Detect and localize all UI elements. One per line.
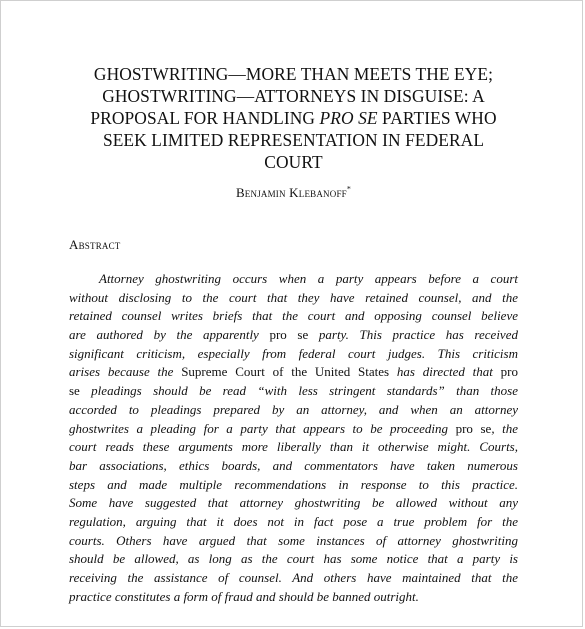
abstract-line: [69, 382, 518, 401]
abstract-line: [69, 550, 518, 569]
title-line-1: GHOSTWRITING—MORE THAN MEETS THE EYE;: [93, 64, 494, 84]
abstract-line: [69, 476, 518, 495]
title-line-3-start: PROPOSAL FOR HANDLING: [90, 108, 320, 128]
abstract-line: [69, 588, 518, 607]
title-line-2: GHOSTWRITING—ATTORNEYS IN DISGUISE: A: [102, 86, 485, 106]
title-line-5: COURT: [264, 152, 323, 172]
abstract-text: Some have suggested that attorney ghostwriting be allowed without any: [69, 495, 518, 511]
article-title: [41, 63, 546, 173]
abstract-text: without disclosing to the court that they have retained counsel, and the: [69, 289, 518, 305]
abstract-line: [69, 457, 518, 476]
abstract-line: [69, 513, 518, 532]
abstract-text: party. This practice has received: [308, 327, 518, 343]
abstract-line: [69, 270, 518, 289]
abstract-text: pleadings should be read “with less stringent standards” than those: [79, 383, 518, 399]
abstract-roman-term: pro se: [269, 327, 309, 343]
abstract-line: [69, 438, 518, 457]
abstract-roman-term: se: [69, 383, 80, 399]
abstract-text: , the: [491, 420, 518, 436]
abstract-text: significant criticism, especially from federal court judges. This criticism: [69, 345, 518, 361]
abstract-line: [69, 569, 518, 588]
title-pro-se: PRO SE: [319, 108, 378, 128]
abstract-line: [69, 532, 518, 551]
abstract-line: [69, 345, 518, 364]
author-byline: [1, 185, 585, 201]
abstract-roman-term: Supreme Court of the United States: [181, 364, 390, 380]
abstract-text: receiving the assistance of counsel. And others have maintained that the: [69, 570, 518, 585]
abstract-line: [69, 401, 518, 420]
abstract-text: retained counsel writes briefs that the court and opposing counsel believe: [69, 308, 518, 324]
abstract-line: [69, 307, 518, 326]
title-line-3-end: PARTIES WHO: [377, 108, 497, 128]
abstract-text: bar associations, ethics boards, and commentators have taken numerous: [69, 457, 518, 473]
abstract-body: [69, 270, 518, 606]
author-footnote-marker[interactable]: *: [346, 184, 352, 194]
abstract-line: [69, 494, 518, 513]
abstract-text: Attorney ghostwriting occurs when a party appears before a court: [99, 271, 518, 286]
abstract-text: accorded to pleadings prepared by an attorney, and when an attorney: [69, 401, 518, 417]
abstract-text: courts. Others have argued that some instances of attorney ghostwriting: [69, 532, 518, 548]
abstract-text: should be allowed, as long as the court has some notice that a party is: [69, 551, 518, 567]
author-name: Benjamin Klebanoff: [235, 185, 347, 200]
abstract-line: [69, 289, 518, 308]
abstract-text: court reads these arguments more liberally than it otherwise might. Courts,: [69, 439, 518, 455]
abstract-text: practice constitutes a form of fraud and should be banned outright.: [69, 588, 419, 604]
abstract-line: [69, 326, 518, 345]
abstract-text: steps and made multiple recommendations in response to this practice.: [69, 476, 518, 492]
abstract-text: regulation, arguing that it does not in fact pose a true problem for the: [69, 513, 518, 529]
abstract-line: [69, 363, 518, 382]
abstract-text: has directed that: [389, 364, 501, 380]
title-line-3: [41, 107, 546, 129]
abstract-roman-term: pro se: [455, 420, 492, 436]
title-line-4: SEEK LIMITED REPRESENTATION IN FEDERAL: [102, 130, 485, 150]
abstract-line: [69, 420, 518, 439]
abstract-text: are authored by the apparently: [69, 327, 270, 343]
abstract-text: arises because the: [69, 364, 182, 380]
abstract-roman-term: pro: [500, 364, 519, 380]
abstract-text: ghostwrites a pleading for a party that appears to be proceeding: [69, 420, 456, 436]
abstract-heading: Abstract: [69, 237, 121, 252]
